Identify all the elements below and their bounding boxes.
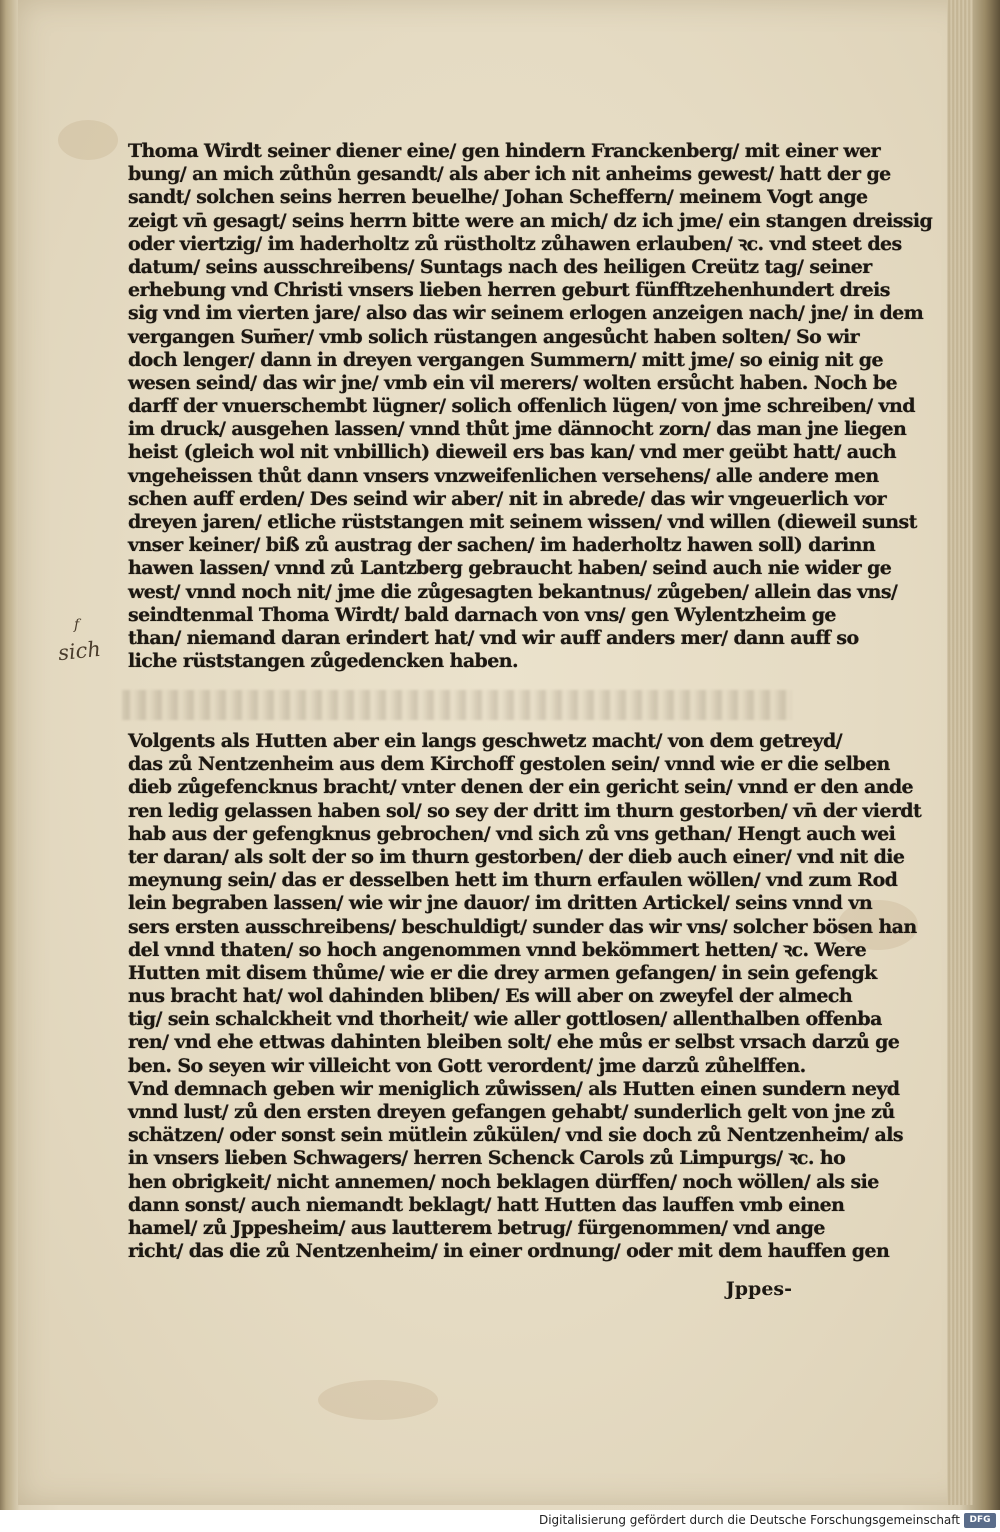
- foxing-stain: [318, 1380, 438, 1420]
- text-line: sig vnd im vierten jare/ also das wir seinem erlogen anzeigen nach/ jne/ in dem: [128, 302, 924, 325]
- text-line: Vnd demnach geben wir meniglich zůwissen/ als Hutten einen sundern neyd: [128, 1077, 900, 1100]
- text-line: hawen lassen/ vnnd zů Lantzberg gebraucht haben/ seind auch nie wider ge: [128, 557, 892, 580]
- text-line: vnser keiner/ biß zů austrag der sachen/ im haderholtz hawen soll) darinn: [128, 534, 876, 557]
- text-line: hab aus der gefengknus gebrochen/ vnd sich zů vns gethan/ Hengt auch wei: [128, 822, 896, 845]
- text-paragraph-2: [128, 730, 922, 1263]
- text-line: datum/ seins ausschreibens/ Suntags nach des heiligen Creütz tag/ seiner: [128, 255, 872, 278]
- text-line: schätzen/ oder sonst sein mütlein zůkülen/ vnd sie doch zů Nentzenheim/ als: [128, 1124, 903, 1147]
- text-line: meynung sein/ das er desselben hett im thurn erfaulen wöllen/ vnd zum Rod: [128, 869, 898, 892]
- text-line: bung/ an mich zůthůn gesandt/ als aber ich nit anheims gewest/ hatt der ge: [128, 163, 891, 186]
- text-line: im druck/ ausgehen lassen/ vnnd thůt jme dännocht zorn/ das man jne liegen: [128, 418, 907, 441]
- catchword: Jppes-: [725, 1278, 792, 1300]
- text-line: vergangen Sum̄er/ vmb solich rüstangen angesůcht haben solten/ So wir: [128, 325, 860, 348]
- text-line: dreyen jaren/ etliche rüststangen mit seinem wissen/ vnd willen (dieweil sunst: [128, 511, 917, 533]
- text-line: ren ledig gelassen haben sol/ so sey der dritt im thurn gestorben/ vn̄ der vierdt: [128, 799, 922, 822]
- text-line: del vnnd thaten/ so hoch angenommen vnnd bekömmert hetten/ ꝛc. Were: [128, 938, 867, 961]
- text-line: ben. So seyen wir villeicht von Gott verordent/ jme darzů zůhelffen.: [128, 1054, 806, 1077]
- text-line: hen obrigkeit/ nicht annemen/ noch beklagen dürffen/ noch wöllen/ als sie: [128, 1170, 879, 1193]
- marginalia-word: sich: [56, 636, 102, 666]
- text-line: lein begraben lassen/ wie wir jne dauor/ im dritten Artickel/ seins vnnd vn: [128, 892, 873, 915]
- text-line: west/ vnnd noch nit/ jme die zůgesagten bekantnus/ zůgeben/ allein das vns/: [128, 580, 898, 603]
- page-edge: [947, 0, 973, 1505]
- text-line: vnnd lust/ zů den ersten dreyen gefangen gehabt/ sunderlich gelt von jne zů: [128, 1101, 895, 1123]
- text-line: sandt/ solchen seins herren beuelhe/ Johan Scheffern/ meinem Vogt ange: [128, 186, 868, 209]
- handwritten-marginalia: [56, 617, 106, 677]
- text-line: darff der vnuerschembt lügner/ solich offenlich lügen/ von jme schreiben/ vnd: [128, 395, 915, 418]
- foxing-stain: [58, 120, 118, 160]
- text-line: than/ niemand daran erindert hat/ vnd wir auff anders mer/ dann auff so: [128, 626, 859, 649]
- text-line: liche rüststangen zůgedencken haben.: [128, 650, 518, 673]
- text-line: vngeheissen thůt dann vnsers vnzweifenlichen versehens/ alle andere men: [128, 464, 879, 487]
- text-line: oder viertzig/ im haderholtz zů rüstholtz zůhawen erlauben/ ꝛc. vnd steet des: [128, 232, 902, 255]
- text-line: seindtenmal Thoma Wirdt/ bald darnach von vns/ gen Wylentzheim ge: [128, 603, 836, 626]
- text-line: Volgents als Hutten aber ein langs geschwetz macht/ von dem getreyd/: [128, 730, 842, 752]
- text-line: Hutten mit disem thůme/ wie er die drey armen gefangen/ in sein gefengk: [128, 961, 877, 984]
- text-line: zeigt vn̄ gesagt/ seins herrn bitte were an mich/ dz ich jme/ ein stangen dreissig: [128, 209, 933, 232]
- text-line: ter daran/ als solt der so im thurn gestorben/ der dieb auch einer/ vnd nit die: [128, 845, 905, 868]
- text-line: doch lenger/ dann in dreyen vergangen Summern/ mitt jme/ so einig nit ge: [128, 348, 883, 371]
- text-line: wesen seind/ das wir jne/ vmb ein vil merers/ wolten ersůcht haben. Noch be: [128, 371, 898, 394]
- text-line: erhebung vnd Christi vnsers lieben herren geburt fünfftzehenhundert dreis: [128, 279, 890, 302]
- dfg-logo: DFG: [964, 1513, 996, 1528]
- text-line: richt/ das die zů Nentzenheim/ in einer ordnung/ oder mit dem hauffen gen: [128, 1240, 890, 1263]
- text-line: in vnsers lieben Schwagers/ herren Schenck Carols zů Limpurgs/ ꝛc. ho: [128, 1147, 846, 1170]
- text-paragraph-1: [128, 140, 933, 673]
- text-line: Thoma Wirdt seiner diener eine/ gen hindern Franckenberg/ mit einer wer: [128, 140, 880, 162]
- marginalia-mark: f: [74, 617, 80, 633]
- text-line: dieb zůgefencknus bracht/ vnter denen der ein gericht sein/ vnnd er den ande: [128, 776, 914, 799]
- text-line: dann sonst/ auch niemandt beklagt/ hatt Hutten das lauffen vmb einen: [128, 1193, 845, 1216]
- bleed-through: [122, 690, 792, 720]
- footer-bar: [0, 1510, 1000, 1532]
- text-line: das zů Nentzenheim aus dem Kirchoff gestolen sein/ vnnd wie er die selben: [128, 753, 890, 776]
- text-line: heist (gleich wol nit vnbillich) dieweil ers bas kan/ vnd mer geübt hatt/ auch: [128, 441, 896, 464]
- text-line: schen auff erden/ Des seind wir aber/ nit in abrede/ das wir vngeuerlich vor: [128, 487, 887, 510]
- text-line: hamel/ zů Jppesheim/ aus lautterem betrug/ fürgenommen/ vnd ange: [128, 1216, 825, 1239]
- text-line: ren/ vnd ehe ettwas dahinten bleiben solt/ ehe můs er selbst vrsach darzů ge: [128, 1031, 900, 1054]
- text-line: sers ersten ausschreibens/ beschuldigt/ sunder das wir vns/ solcher bösen han: [128, 915, 917, 938]
- text-line: tig/ sein schalckheit vnd thorheit/ wie aller gottlosen/ allenthalben offenba: [128, 1008, 882, 1031]
- footer-credit: Digitalisierung gefördert durch die Deutsche Forschungsgemeinschaft: [538, 1513, 960, 1527]
- text-line: nus bracht hat/ wol dahinden bliben/ Es will aber on zweyfel der almech: [128, 985, 853, 1008]
